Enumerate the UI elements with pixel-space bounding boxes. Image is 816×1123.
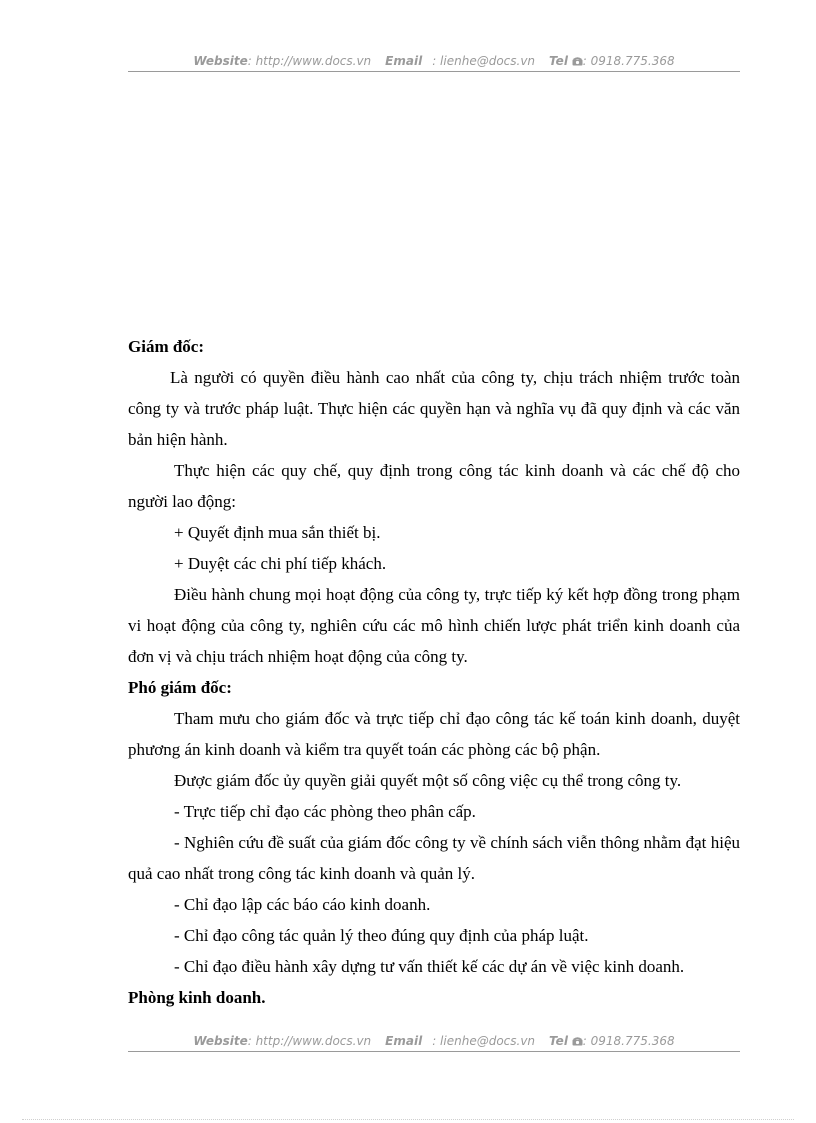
paragraph: Điều hành chung mọi hoạt động của công ty, trực tiếp ký kết hợp đồng trong phạm vi hoạt động của công ty, nghiên cứu các mô hình chiến lược phát triển kinh doanh của đơn vị và chịu trách nhiệm hoạt động của công ty. [128,585,740,666]
heading-giam-doc: Giám đốc: [128,337,205,356]
footer-divider [128,1051,740,1052]
header-divider [128,71,740,72]
list-item: - Trực tiếp chỉ đạo các phòng theo phân cấp. [174,802,476,821]
page-edge-divider [22,1119,794,1120]
phone-icon [572,56,583,66]
list-item: - Nghiên cứu đề suất của giám đốc công ty về chính sách viễn thông nhằm đạt hiệu quả cao nhất trong công tác kinh doanh và quản lý. [128,833,740,883]
list-item: + Duyệt các chi phí tiếp khách. [174,554,387,573]
footer-website-label: Website [193,1034,248,1048]
footer-tel-value: : 0918.775.368 [582,1034,675,1048]
page-footer [128,1034,740,1048]
header-website-label: Website [193,54,248,68]
footer-tel-label: Tel [549,1034,568,1048]
phone-icon [572,1036,583,1046]
paragraph: Được giám đốc ủy quyền giải quyết một số công việc cụ thể trong công ty. [174,771,682,790]
header-website-value: : http://www.docs.vn [247,54,372,68]
document-body [128,331,740,1013]
footer-website-value: : http://www.docs.vn [247,1034,372,1048]
header-email-value: : lienhe@docs.vn [432,54,536,68]
heading-phong-kinh-doanh: Phòng kinh doanh. [128,988,266,1007]
header-email-label: Email [385,54,423,68]
list-item: - Chỉ đạo điều hành xây dựng tư vấn thiết kế các dự án về việc kinh doanh. [174,957,685,976]
list-item: - Chỉ đạo công tác quản lý theo đúng quy định của pháp luật. [174,926,589,945]
header-tel-value: : 0918.775.368 [582,54,675,68]
paragraph: Tham mưu cho giám đốc và trực tiếp chỉ đạo công tác kế toán kinh doanh, duyệt phương án kinh doanh và kiểm tra quyết toán các phòng các bộ phận. [128,709,740,759]
paragraph: Thực hiện các quy chế, quy định trong công tác kinh doanh và các chế độ cho người lao động: [128,461,740,511]
list-item: + Quyết định mua sắn thiết bị. [174,523,381,542]
heading-pho-giam-doc: Phó giám đốc: [128,678,232,697]
footer-email-label: Email [385,1034,423,1048]
footer-email-value: : lienhe@docs.vn [432,1034,536,1048]
list-item: - Chỉ đạo lập các báo cáo kinh doanh. [174,895,431,914]
header-tel-label: Tel [549,54,568,68]
page-header [128,54,740,68]
paragraph: Là người có quyền điều hành cao nhất của công ty, chịu trách nhiệm trước toàn công ty và trước pháp luật. Thực hiện các quyền hạn và nghĩa vụ đã quy định và các văn bản hiện hành. [128,368,740,449]
